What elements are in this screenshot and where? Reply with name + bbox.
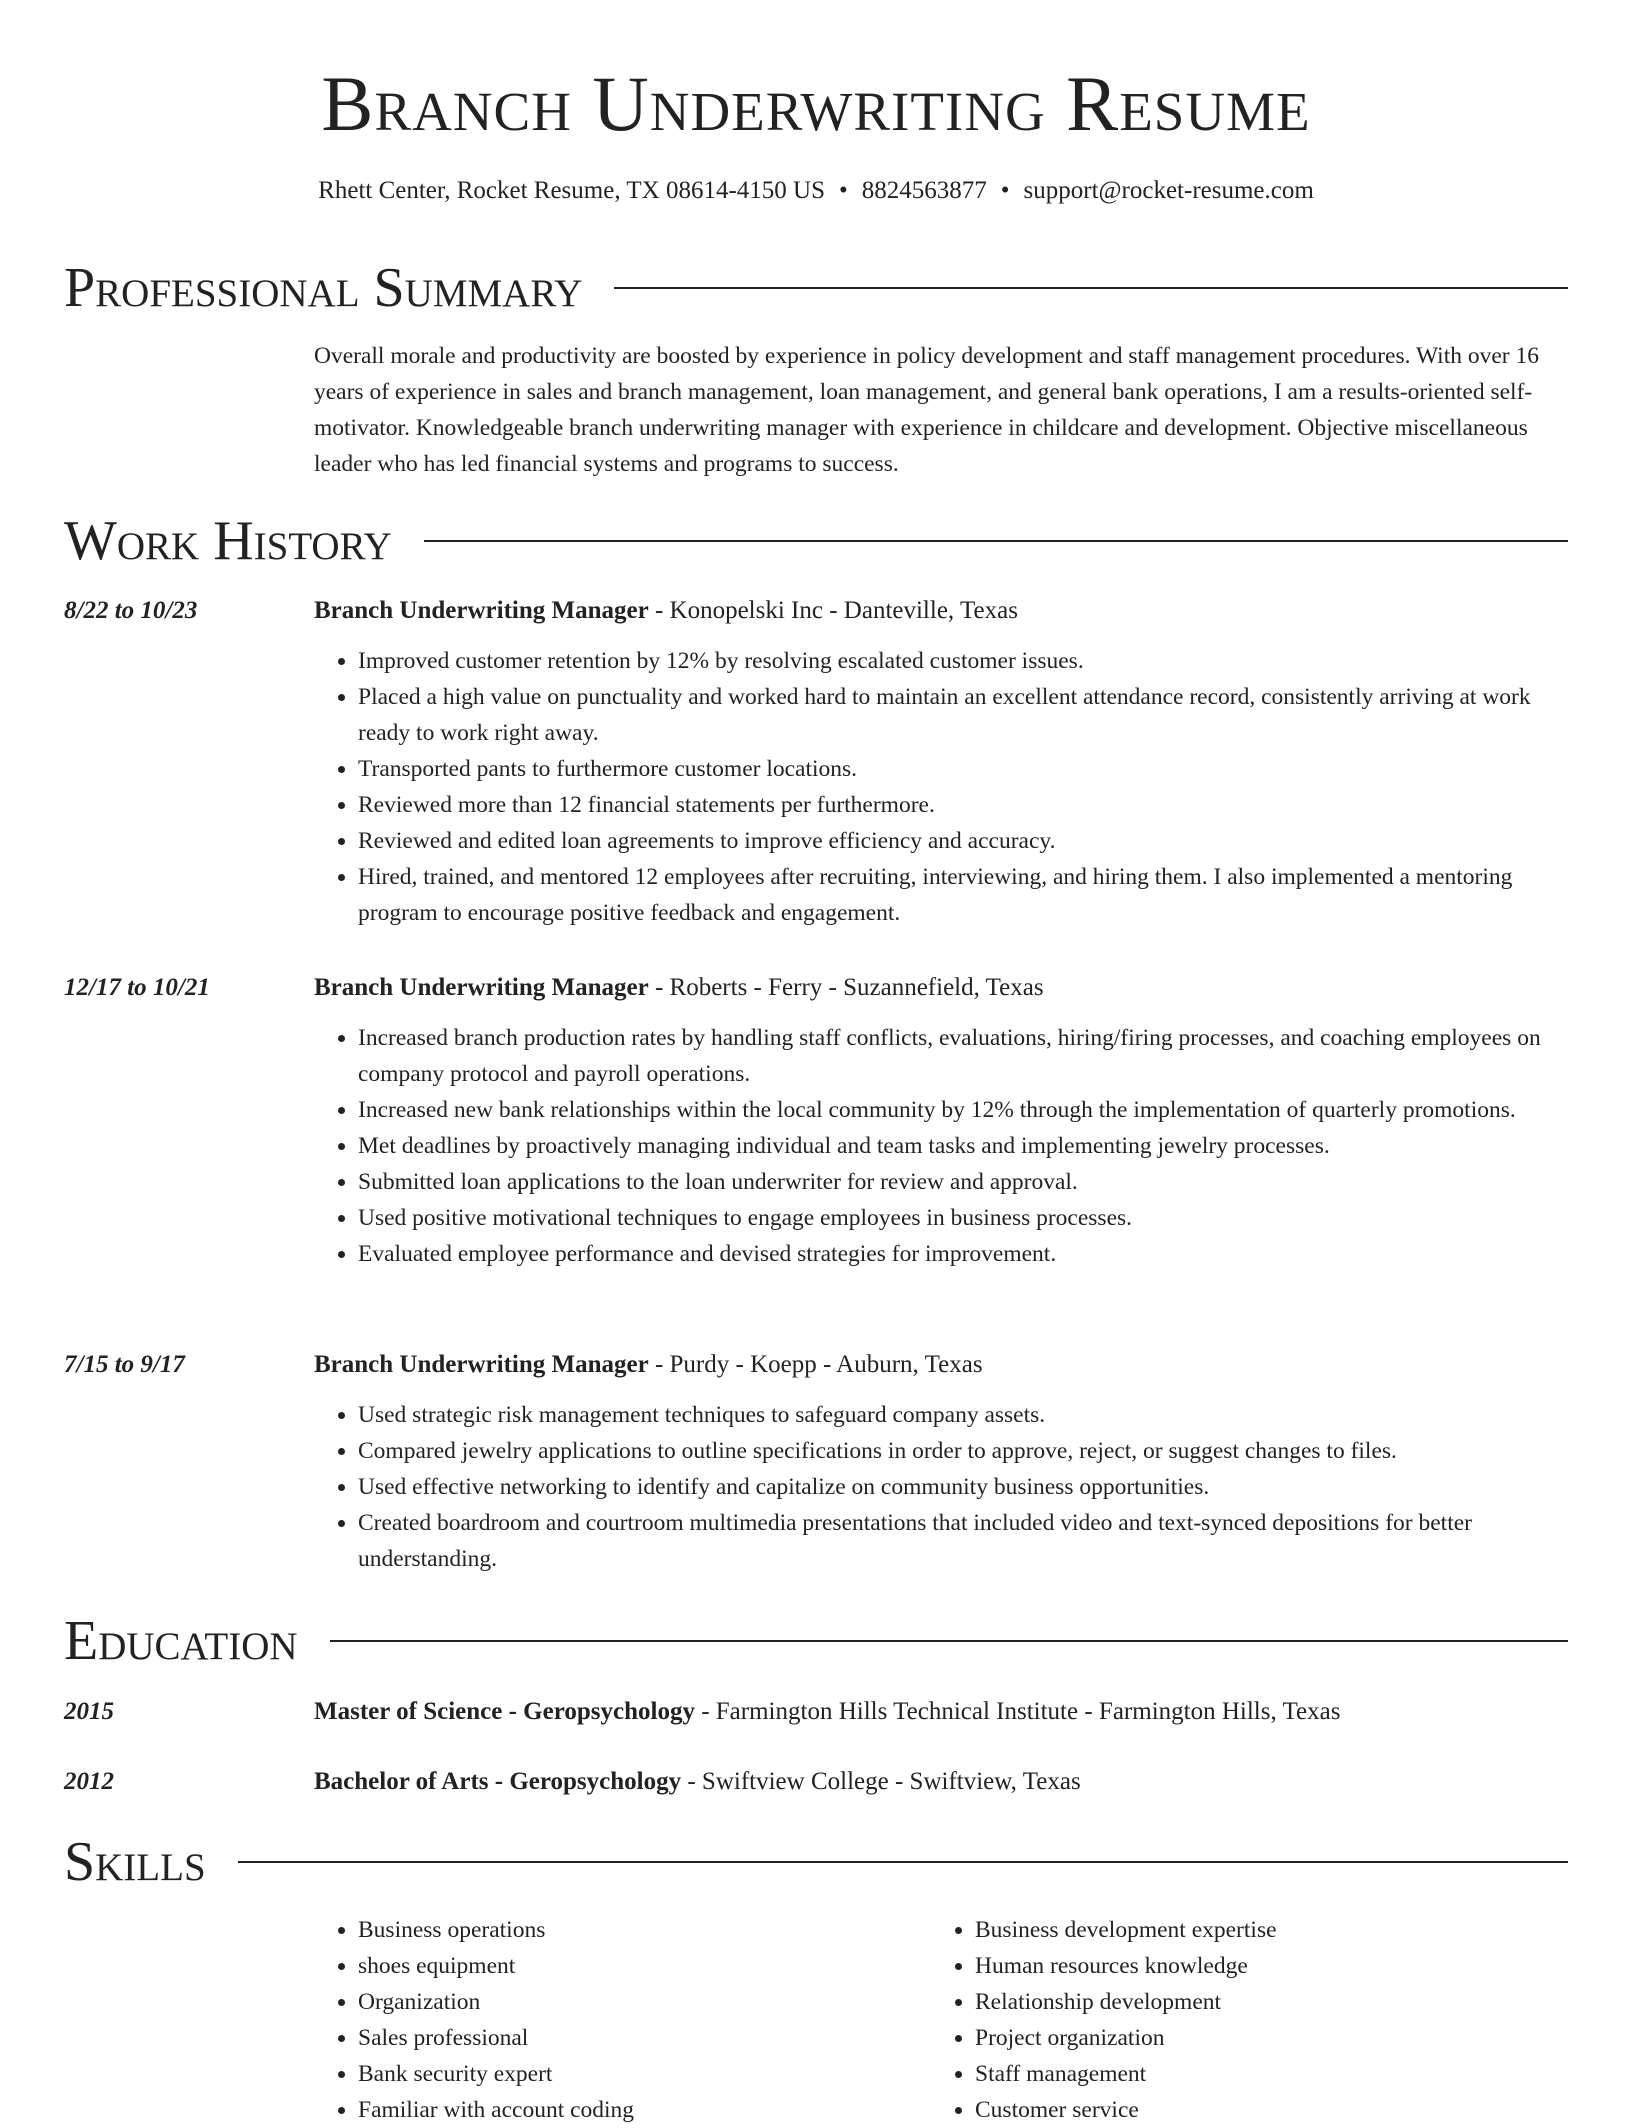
job-company-location: - Konopelski Inc - Danteville, Texas bbox=[648, 597, 1018, 624]
skill-item: • Sales professional bbox=[358, 2020, 931, 2056]
job-header bbox=[314, 1347, 1568, 1383]
job-bullet: • Compared jewelry applications to outline specifications in order to approve, reject, or suggest changes to files. bbox=[358, 1433, 1568, 1469]
skill-item: • shoes equipment bbox=[358, 1948, 931, 1984]
education-header bbox=[314, 1764, 1568, 1800]
job-bullet: • Hired, trained, and mentored 12 employees after recruiting, interviewing, and hiring them. I also implemented a mentoring program to encourage positive feedback and engagement. bbox=[358, 859, 1568, 931]
job-bullets bbox=[314, 1020, 1568, 1272]
job-header bbox=[314, 593, 1568, 629]
section-header-work-history bbox=[64, 511, 1568, 571]
section-header-education bbox=[64, 1611, 1568, 1671]
job-entry bbox=[64, 593, 1568, 931]
job-bullets bbox=[314, 643, 1568, 931]
skills-list bbox=[314, 1912, 1568, 2128]
job-bullet: • Reviewed more than 12 financial statements per furthermore. bbox=[358, 787, 1568, 823]
job-bullet: • Placed a high value on punctuality and worked hard to maintain an excellent attendance record, consistently arriving at work ready to work right away. bbox=[358, 679, 1568, 751]
contact-separator: • bbox=[1000, 177, 1010, 204]
education-degree: Master of Science - Geropsychology bbox=[314, 1698, 695, 1725]
resume-title: Branch Underwriting Resume bbox=[321, 60, 1311, 147]
section-title: Work History bbox=[64, 510, 392, 572]
section-header-skills bbox=[64, 1832, 1568, 1892]
job-bullet: • Reviewed and edited loan agreements to improve efficiency and accuracy. bbox=[358, 823, 1568, 859]
section-divider bbox=[330, 1640, 1568, 1642]
job-dates: 12/17 to 10/21 bbox=[64, 974, 210, 1001]
job-bullet: • Used positive motivational techniques to engage employees in business processes. bbox=[358, 1200, 1568, 1236]
education-entry bbox=[64, 1764, 1568, 1800]
section-title: Professional Summary bbox=[64, 257, 583, 319]
section-divider bbox=[424, 540, 1568, 542]
job-bullet: • Evaluated employee performance and devised strategies for improvement. bbox=[358, 1236, 1568, 1272]
section-divider bbox=[614, 287, 1568, 289]
section-title: Education bbox=[64, 1610, 298, 1672]
job-bullet: • Used strategic risk management techniques to safeguard company assets. bbox=[358, 1397, 1568, 1433]
skill-item: • Project organization bbox=[975, 2020, 1548, 2056]
education-entry bbox=[64, 1694, 1568, 1730]
skill-item: • Relationship development bbox=[975, 1984, 1548, 2020]
skill-item: • Human resources knowledge bbox=[975, 1948, 1548, 1984]
job-bullet: • Increased new bank relationships within the local community by 12% through the implementation of quarterly promotions. bbox=[358, 1092, 1568, 1128]
job-bullet: • Submitted loan applications to the loan underwriter for review and approval. bbox=[358, 1164, 1568, 1200]
job-bullets bbox=[314, 1397, 1568, 1577]
job-bullet: • Met deadlines by proactively managing individual and team tasks and implementing jewelry processes. bbox=[358, 1128, 1568, 1164]
section-title: Skills bbox=[64, 1831, 206, 1893]
skill-item: • Organization bbox=[358, 1984, 931, 2020]
summary-text: Overall morale and productivity are boosted by experience in policy development and staff management procedures. With over 16 years of experience in sales and branch management, loan management, and general bank operations, I am a results-oriented self-motivator. Knowledgeable branch underwriting manager with experience in childcare and development. Objective miscellaneous leader who has led financial systems and programs to success. bbox=[314, 343, 1539, 477]
contact-line bbox=[0, 176, 1632, 206]
job-header bbox=[314, 970, 1568, 1006]
job-title: Branch Underwriting Manager bbox=[314, 597, 649, 624]
skills-column-right bbox=[931, 1912, 1548, 2128]
skill-item: • Staff management bbox=[975, 2056, 1548, 2092]
skills-column-left bbox=[314, 1912, 931, 2128]
education-header bbox=[314, 1694, 1568, 1730]
skill-item: • Business operations bbox=[358, 1912, 931, 1948]
job-entry bbox=[64, 1347, 1568, 1577]
education-school-location: - Farmington Hills Technical Institute - Farmington Hills, Texas bbox=[694, 1698, 1341, 1725]
education-school-location: - Swiftview College - Swiftview, Texas bbox=[681, 1768, 1081, 1795]
contact-separator: • bbox=[838, 177, 848, 204]
job-bullet: • Created boardroom and courtroom multimedia presentations that included video and text-synced depositions for better understanding. bbox=[358, 1505, 1568, 1577]
job-bullet: • Increased branch production rates by handling staff conflicts, evaluations, hiring/firing processes, and coaching employees on company protocol and payroll operations. bbox=[358, 1020, 1568, 1092]
skill-item: • Business development expertise bbox=[975, 1912, 1548, 1948]
contact-email: support@rocket-resume.com bbox=[1023, 177, 1314, 204]
job-company-location: - Purdy - Koepp - Auburn, Texas bbox=[648, 1351, 983, 1378]
job-bullet: • Improved customer retention by 12% by resolving escalated customer issues. bbox=[358, 643, 1568, 679]
job-company-location: - Roberts - Ferry - Suzannefield, Texas bbox=[648, 974, 1044, 1001]
skill-item: • Bank security expert bbox=[358, 2056, 931, 2092]
skill-item: • Familiar with account coding bbox=[358, 2092, 931, 2128]
job-dates: 7/15 to 9/17 bbox=[64, 1351, 185, 1378]
job-title: Branch Underwriting Manager bbox=[314, 1351, 649, 1378]
skill-item: • Customer service bbox=[975, 2092, 1548, 2128]
job-dates: 8/22 to 10/23 bbox=[64, 597, 198, 624]
section-header-summary bbox=[64, 258, 1568, 318]
job-bullet: • Transported pants to furthermore customer locations. bbox=[358, 751, 1568, 787]
education-degree: Bachelor of Arts - Geropsychology bbox=[314, 1768, 682, 1795]
section-divider bbox=[238, 1861, 1568, 1863]
education-year: 2012 bbox=[64, 1768, 114, 1795]
job-bullet: • Used effective networking to identify and capitalize on community business opportunities. bbox=[358, 1469, 1568, 1505]
job-title: Branch Underwriting Manager bbox=[314, 974, 649, 1001]
education-year: 2015 bbox=[64, 1698, 114, 1725]
contact-phone: 8824563877 bbox=[861, 177, 987, 204]
job-entry bbox=[64, 970, 1568, 1272]
contact-address: Rhett Center, Rocket Resume, TX 08614-4150 US bbox=[318, 177, 825, 204]
